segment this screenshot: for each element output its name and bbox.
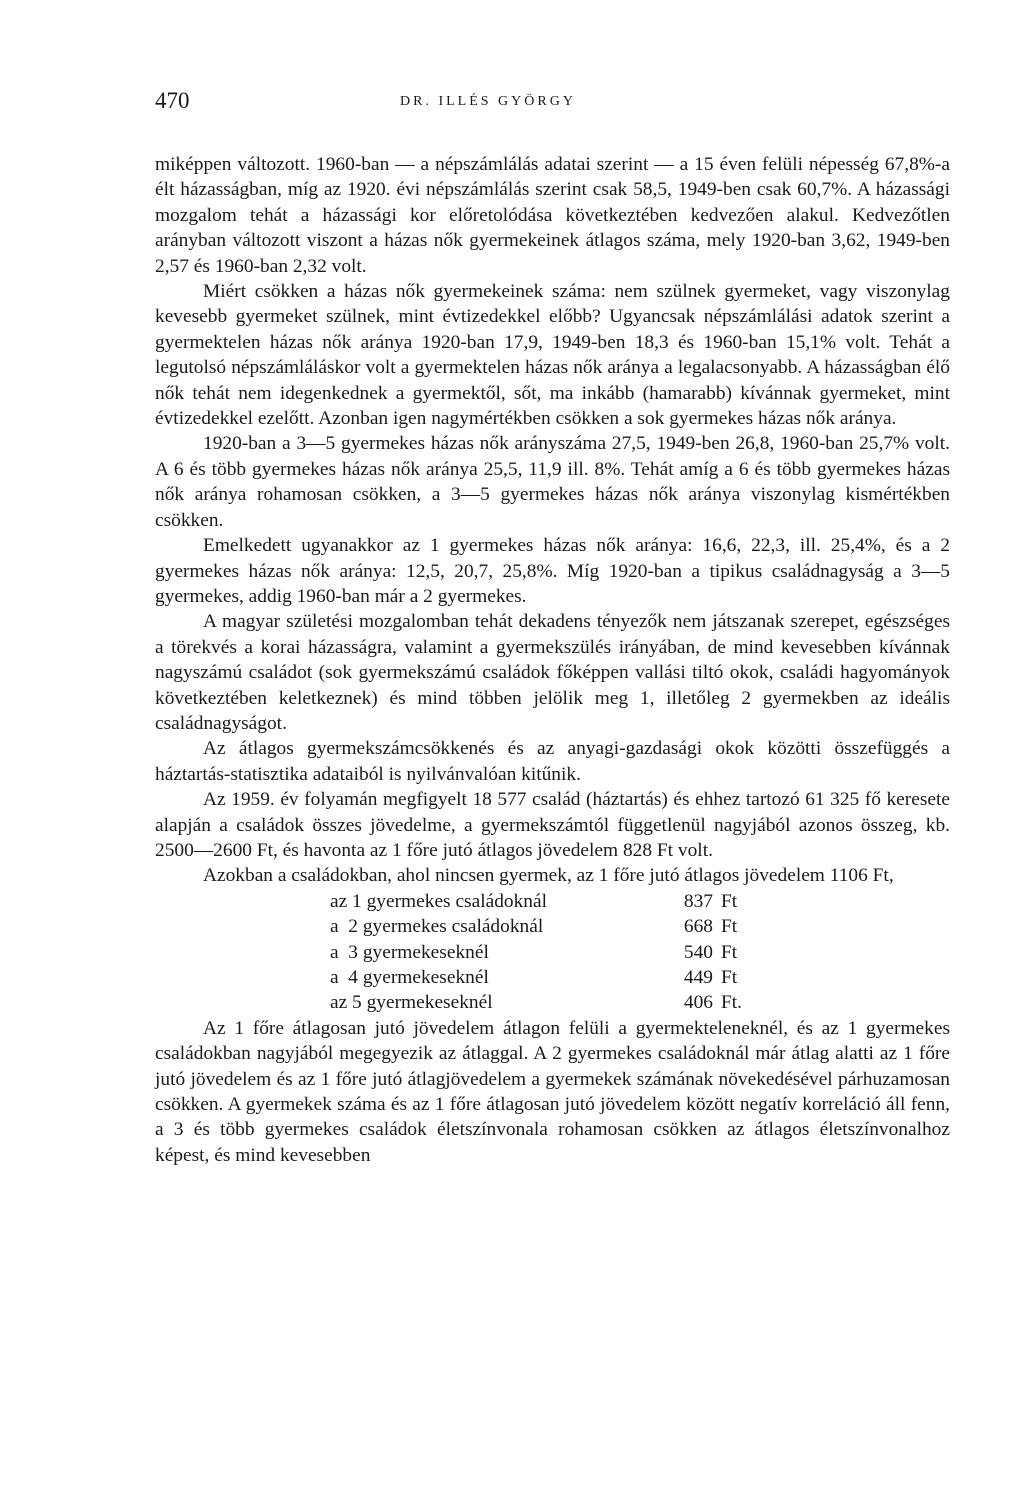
paragraph: miképpen változott. 1960-ban — a népszámlálás adatai szerint — a 15 éven felüli népesség 67,8%-a élt házasságban, míg az 1920. évi népszámlálás szerint csak 58,5, 1949-ben csak 60,7%. A házassági mozgalom tehát a házassági kor előretolódása következtében kedvezően alakul. Kedvezőtlen arányban változott viszont a házas nők gyermekeinek átlagos száma, mely 1920-ban 3,62, 1949-ben 2,57 és 1960-ban 2,32 volt. bbox=[155, 154, 950, 277]
paragraph: Azokban a családokban, ahol nincsen gyermek, az 1 főre jutó átlagos jövedelem 1106 Ft, bbox=[203, 865, 894, 887]
income-per-capita-list bbox=[330, 889, 950, 1016]
list-item-label: a 4 gyermekeseknél bbox=[330, 967, 489, 988]
list-item-value: 668 bbox=[683, 916, 713, 938]
body-text bbox=[155, 152, 950, 1168]
book-page bbox=[155, 82, 950, 1168]
list-item bbox=[330, 940, 950, 965]
list-item-label: a 3 gyermekeseknél bbox=[330, 941, 489, 963]
paragraph: Miért csökken a házas nők gyermekeinek száma: nem szülnek gyermeket, vagy viszonylag kevesebb gyermeket szülnek, mint évtizedekkel előbb? Ugyancsak népszámlálási adatok szerint a gyermektelen házas nők aránya 1920-ban 17,9, 1949-ben 18,3 és 1960-ban 15,1% volt. Tehát a legutolsó népszámláláskor volt a gyermektelen házas nők aránya a legalacsonyabb. A házasságban élő nők tehát nem idegenkednek a gyermektől, sőt, ma inkább (hamarabb) kívánnak gyermeket, mint évtizedekkel ezelőtt. Azonban igen nagymértékben csökken a sok gyermekes házas nők aránya. bbox=[155, 281, 950, 430]
list-item-unit: Ft bbox=[721, 967, 738, 988]
list-item bbox=[330, 914, 950, 939]
paragraph: A magyar születési mozgalomban tehát dekadens tényezők nem játszanak szerepet, egészséges a törekvés a korai házasságra, valamint a gyermekszülés irányában, de mind kevesebben kívánnak nagyszámú családot (sok gyermekszámú családok főképpen vallási tiltó okok, családi hagyományok következtében keletkeznek) és mind többen jelölik meg 1, illetőleg 2 gyermekben az ideális családnagyságot. bbox=[155, 611, 950, 734]
paragraph: Az átlagos gyermekszámcsökkenés és az anyagi-gazdasági okok közötti összefüggés a háztartás-statisztika adataiból is nyilvánvalóan kitűnik. bbox=[155, 738, 950, 785]
list-item-unit: Ft bbox=[721, 890, 738, 912]
list-item-label: az 5 gyermekeseknél bbox=[330, 992, 493, 1014]
paragraph: Az 1 főre átlagosan jutó jövedelem átlagon felüli a gyermekteleneknél, és az 1 gyermekes családokban nagyjából megegyezik az átlaggal. A 2 gyermekes családoknál már átlag alatti az 1 főre jutó jövedelem és az 1 főre jutó átlagjövedelem a gyermekek számának növekedésével párhuzamosan csökken. A gyermekek száma és az 1 főre átlagosan jutó jövedelem között negatív korreláció áll fenn, a 3 és több gyermekes családok életszínvonala rohamosan csökken az átlagos életszínvonalhoz képest, és mind kevesebben bbox=[155, 1017, 950, 1166]
list-item-unit: Ft bbox=[721, 916, 738, 938]
list-item-value: 837 bbox=[683, 890, 713, 912]
page-number: 470 bbox=[155, 88, 190, 113]
list-item-unit: Ft. bbox=[721, 992, 743, 1014]
paragraph: Az 1959. év folyamán megfigyelt 18 577 család (háztartás) és ehhez tartozó 61 325 fő keresete alapján a családok összes jövedelme, a gyermekszámtól függetlenül nagyjából azonos összeg, kb. 2500—2600 Ft, és havonta az 1 főre jutó átlagos jövedelem 828 Ft volt. bbox=[155, 789, 950, 861]
list-item bbox=[330, 889, 950, 914]
list-item-label: az 1 gyermekes családoknál bbox=[330, 890, 547, 912]
list-item-value: 540 bbox=[683, 941, 713, 963]
list-item-value: 406 bbox=[683, 992, 713, 1014]
list-item bbox=[330, 965, 950, 990]
list-item bbox=[330, 990, 950, 1015]
list-item-unit: Ft bbox=[721, 941, 738, 963]
running-head bbox=[155, 82, 950, 122]
paragraph: Emelkedett ugyanakkor az 1 gyermekes házas nők aránya: 16,6, 22,3, ill. 25,4%, és a 2 gyermekes házas nők aránya: 12,5, 20,7, 25,8%. Míg 1920-ban a tipikus családnagyság a 3—5 gyermekes, addig 1960-ban már a 2 gyermekes. bbox=[155, 535, 950, 607]
running-head-author: DR. ILLÉS GYÖRGY bbox=[400, 94, 576, 109]
paragraph: 1920-ban a 3—5 gyermekes házas nők arányszáma 27,5, 1949-ben 26,8, 1960-ban 25,7% volt. A 6 és több gyermekes házas nők aránya 25,5, 11,9 ill. 8%. Tehát amíg a 6 és több gyermekes házas nők aránya rohamosan csökken, a 3—5 gyermekes házas nők aránya viszonylag kismértékben csökken. bbox=[155, 433, 950, 531]
list-item-value: 449 bbox=[683, 967, 713, 988]
list-item-label: a 2 gyermekes családoknál bbox=[330, 916, 544, 938]
